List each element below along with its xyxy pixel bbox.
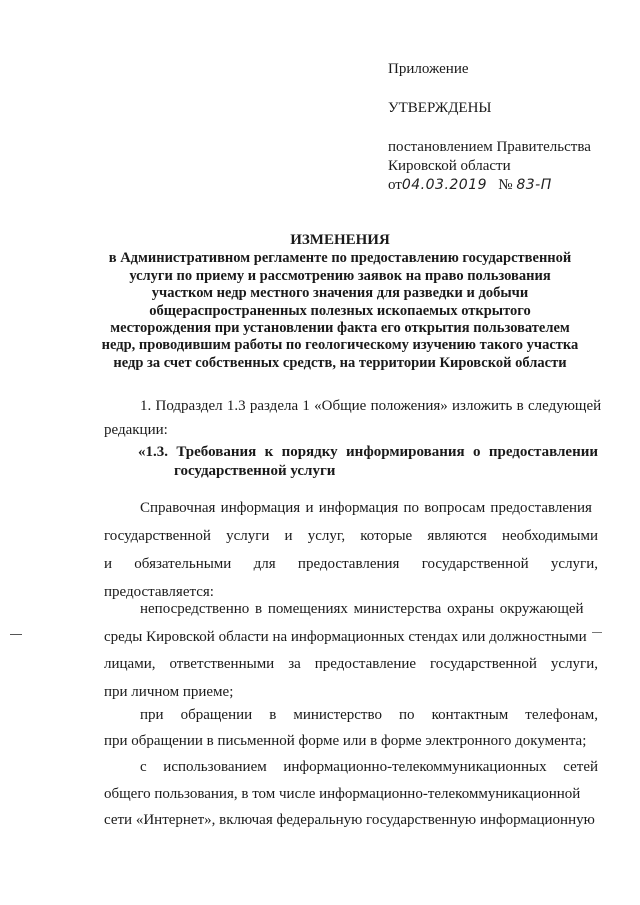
title-line-7: недр за счет собственных средств, на территории Кировской области xyxy=(113,354,567,371)
paragraph-2-line-2: государственной услуги и услуг, которые являются необходимыми xyxy=(104,528,598,544)
paragraph-3 xyxy=(104,596,598,706)
paragraph-5 xyxy=(104,754,598,834)
title-heading: ИЗМЕНЕНИЯ xyxy=(290,232,390,248)
title-line-5: месторождения при установлении факта его открытия пользователем xyxy=(110,320,570,337)
paragraph-1-line-1: 1. Подраздел 1.3 раздела 1 «Общие положения» изложить в следующей xyxy=(140,398,602,414)
title-line-2: услуги по приему и рассмотрению заявок на право пользования xyxy=(129,267,551,284)
approved-label: УТВЕРЖДЕНЫ xyxy=(388,100,492,116)
subsection-number: «1.3. xyxy=(138,444,168,460)
title-line-4: общераспространенных полезных ископаемых открытого xyxy=(149,302,531,319)
paragraph-3-line-2: среды Кировской области на информационных стендах или должностными xyxy=(104,628,587,645)
paragraph-4-line-1: при обращении в министерство по контактным телефонам, xyxy=(140,707,598,723)
subsection-title-line-2: государственной услуги xyxy=(174,463,336,479)
paragraph-2-line-3: и обязательными для предоставления государственной услуги, xyxy=(104,556,598,572)
paragraph-2-line-1: Справочная информация и информация по вопросам предоставления xyxy=(140,500,592,516)
paragraph-1 xyxy=(104,394,602,442)
paragraph-2-line-4: предоставляется: xyxy=(104,584,214,600)
decree-line-2: Кировской области xyxy=(388,158,511,174)
approval-stamp-block xyxy=(388,60,618,195)
decree-date-number xyxy=(388,176,618,195)
document-title xyxy=(80,232,600,372)
handwritten-date: 04.03.2019 xyxy=(401,177,488,193)
paragraph-3-line-4: при личном приеме; xyxy=(104,683,234,700)
appendix-label: Приложение xyxy=(388,61,469,77)
subsection-heading xyxy=(138,443,598,481)
paragraph-5-line-3: сети «Интернет», включая федеральную государственную информационную xyxy=(104,812,595,828)
paragraph-3-line-1: непосредственно в помещениях министерства охраны окружающей xyxy=(140,601,584,617)
handwritten-number: 83-П xyxy=(516,177,552,193)
paragraph-4 xyxy=(104,702,598,754)
scan-margin-mark-right xyxy=(592,632,602,633)
paragraph-5-line-1: с использованием информационно-телекоммуникационных сетей xyxy=(140,759,598,775)
number-prefix: № xyxy=(498,177,513,193)
paragraph-2 xyxy=(104,494,598,606)
paragraph-3-line-3: лицами, ответственными за предоставление государственной услуги, xyxy=(104,656,598,672)
paragraph-1-line-2: редакции: xyxy=(104,422,168,438)
date-prefix: от xyxy=(388,177,402,193)
paragraph-4-line-2: при обращении в письменной форме или в форме электронного документа; xyxy=(104,733,587,749)
title-line-3: участком недр местного значения для разведки и добычи xyxy=(151,285,529,302)
paragraph-5-line-2: общего пользования, в том числе информационно-телекоммуникационной xyxy=(104,785,581,802)
subsection-heading-line-1 xyxy=(138,443,598,462)
title-line-6: недр, проводившим работы по геологическому изучению такого участка xyxy=(101,337,579,354)
title-line-1: в Административном регламенте по предоставлению государственной xyxy=(108,250,572,267)
scan-margin-mark-left xyxy=(10,634,22,635)
subsection-title-line-1: Требования к порядку информирования о предоставлении xyxy=(176,444,598,460)
decree-line-1: постановлением Правительства xyxy=(388,139,591,155)
